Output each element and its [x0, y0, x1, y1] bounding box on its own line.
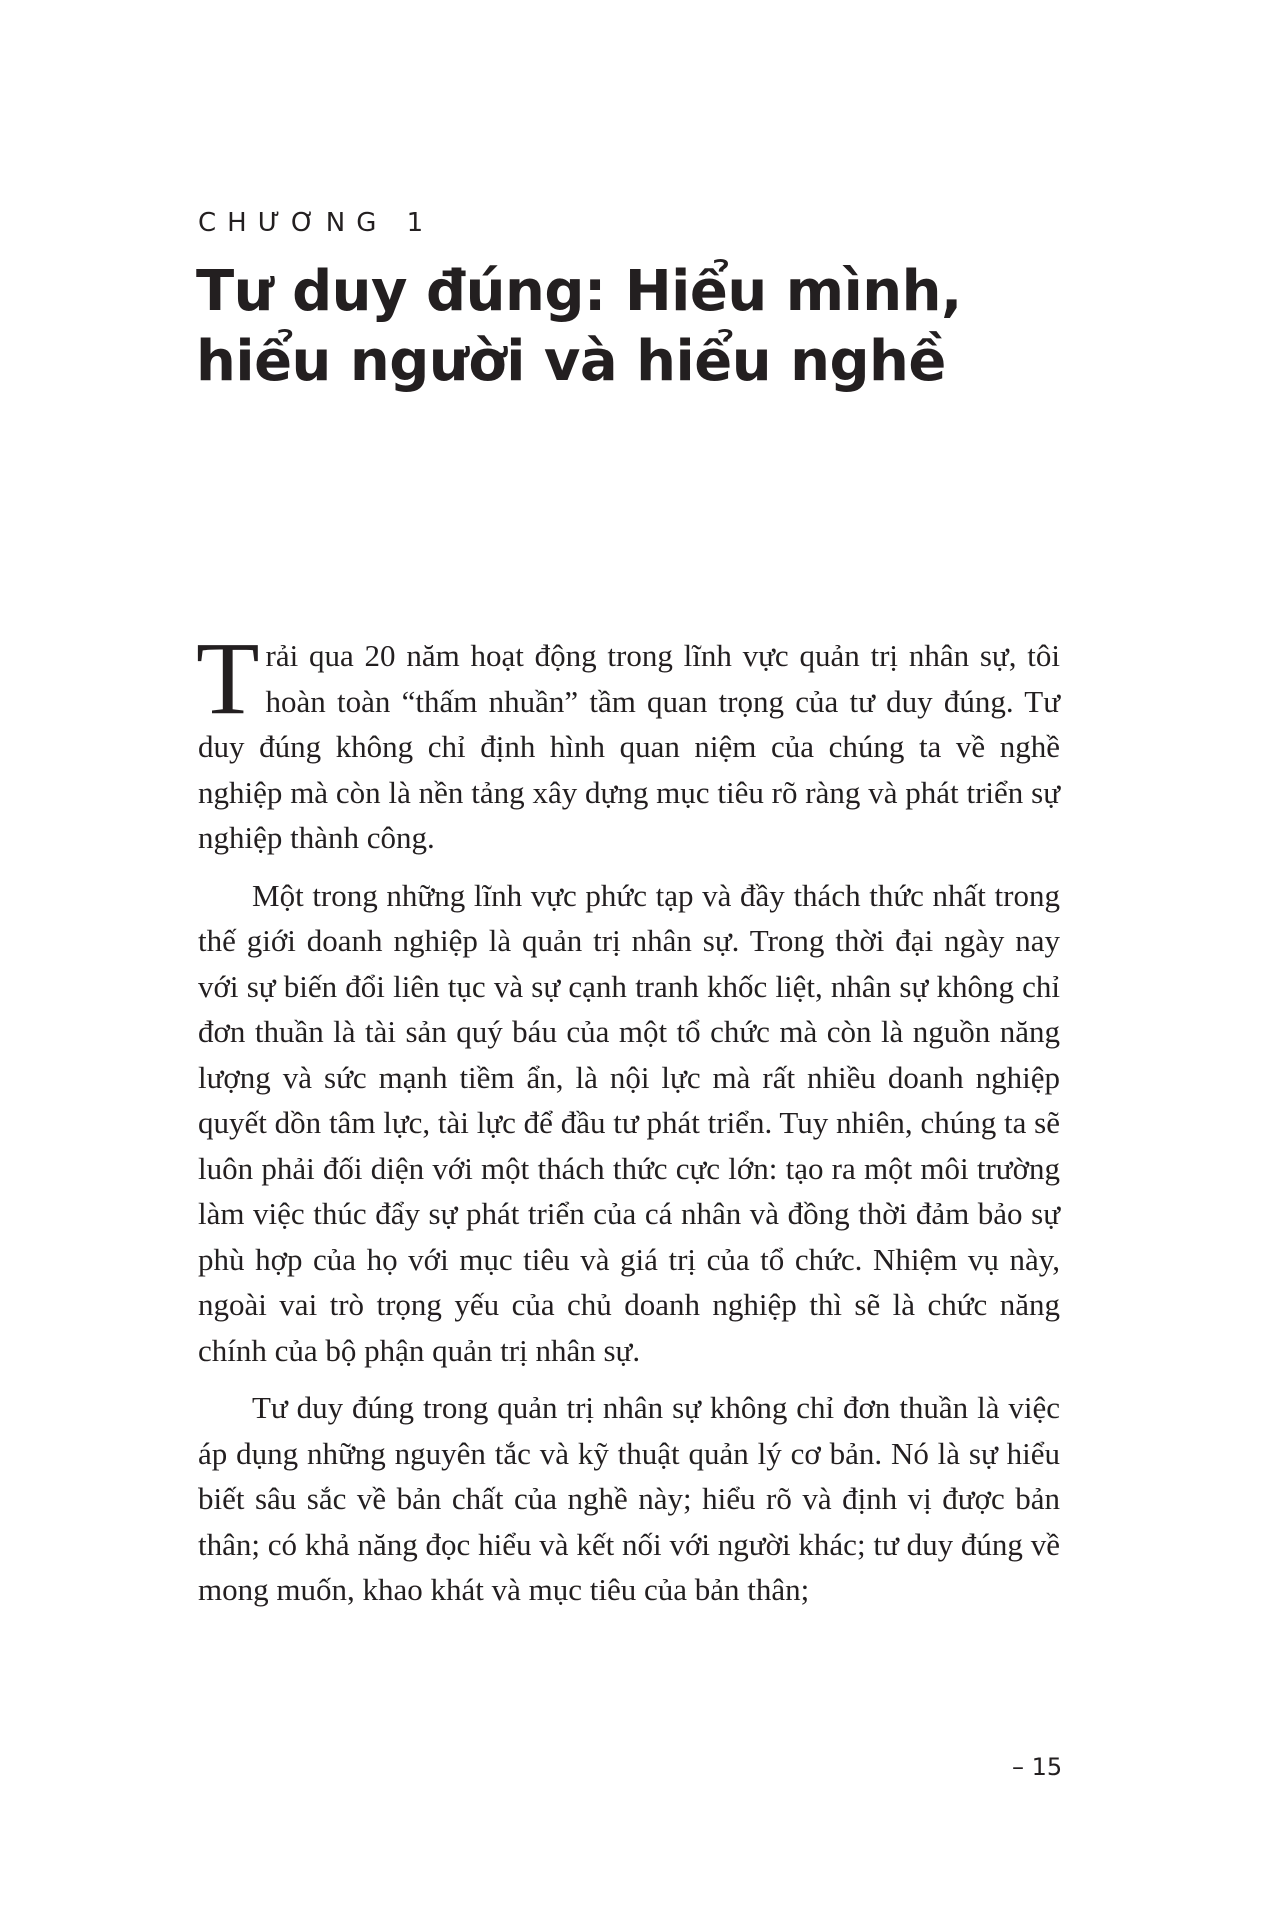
chapter-title	[196, 257, 1096, 397]
paragraph-3: Tư duy đúng trong quản trị nhân sự không chỉ đơn thuần là việc áp dụng những nguyên tắc và kỹ thuật quản lý cơ bản. Nó là sự hiểu biết sâu sắc về bản chất của nghề này; hiểu rõ và định vị được bản thân; có khả năng đọc hiểu và kết nối với người khác; tư duy đúng về mong muốn, khao khát và mục tiêu của bản thân;	[198, 1390, 1060, 1607]
chapter-label: CHƯƠNG 1	[198, 208, 435, 238]
page-number: – 15	[1012, 1753, 1063, 1781]
paragraph-2: Một trong những lĩnh vực phức tạp và đầy thách thức nhất trong thế giới doanh nghiệp là quản trị nhân sự. Trong thời đại ngày nay với sự biến đổi liên tục và sự cạnh tranh khốc liệt, nhân sự không chỉ đơn thuần là tài sản quý báu của một tổ chức mà còn là nguồn năng lượng và sức mạnh tiềm ẩn, là nội lực mà rất nhiều doanh nghiệp quyết dồn tâm lực, tài lực để đầu tư phát triển. Tuy nhiên, chúng ta sẽ luôn phải đối diện với một thách thức cực lớn: tạo ra một môi trường làm việc thúc đẩy sự phát triển của cá nhân và đồng thời đảm bảo sự phù hợp của họ với mục tiêu và giá trị của tổ chức. Nhiệm vụ này, ngoài vai trò trọng yếu của chủ doanh nghiệp thì sẽ là chức năng chính của bộ phận quản trị nhân sự.	[198, 877, 1060, 1368]
chapter-title-line-1: Tư duy đúng: Hiểu mình,	[196, 259, 962, 324]
paragraph-1	[196, 621, 1060, 861]
paragraph-1-text: rải qua 20 năm hoạt động trong lĩnh vực quản trị nhân sự, tôi hoàn toàn “thấm nhuần” tầm quan trọng của tư duy đúng. Tư duy đúng không chỉ định hình quan niệm của chúng ta về nghề nghiệp mà còn là nền tảng xây dựng mục tiêu rõ ràng và phát triển sự nghiệp thành công.	[198, 638, 1060, 855]
body-text	[196, 621, 1060, 1625]
chapter-title-line-2: hiểu người và hiểu nghề	[196, 329, 946, 394]
drop-cap: T	[196, 621, 260, 736]
